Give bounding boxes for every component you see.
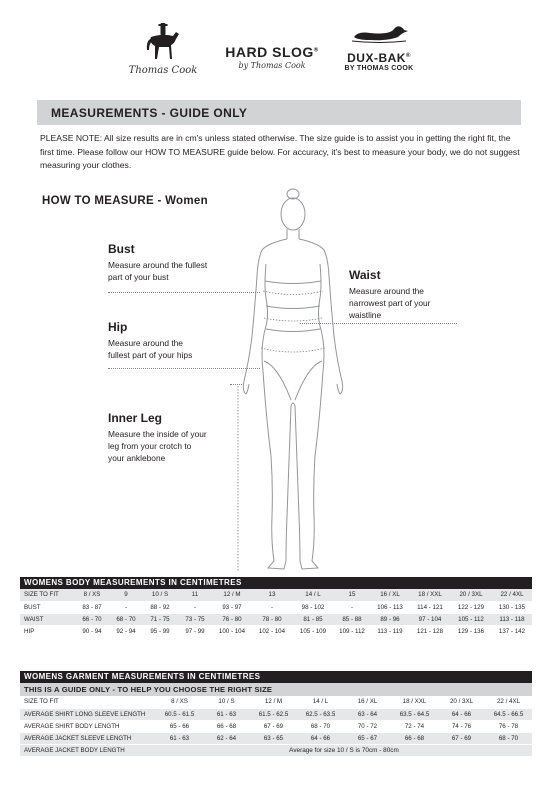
hip-heading: Hip [108,320,128,334]
column-header: 14 / L [297,696,344,708]
waist-description-line3: waistline [349,310,382,320]
table-row [20,625,532,637]
hard-slog-logo [222,44,322,70]
waist-description-line1: Measure around the [349,286,424,296]
table-cell: 68 - 70 [110,613,142,625]
table-cell: 97 - 104 [410,613,450,625]
table-cell: 60.5 - 61.5 [156,708,203,720]
column-header: 22 / 4XL [485,696,532,708]
table-cell: 106 - 113 [370,601,410,613]
column-header: 16 / XL [370,589,410,601]
inner-leg-description-line2: leg from your crotch to [108,441,192,451]
table-cell: 72 - 74 [391,720,438,732]
row-label-cell: AVERAGE JACKET BODY LENGTH [20,744,156,756]
please-note-paragraph: PLEASE NOTE: All size results are in cm's unless stated otherwise. The size guide is to assist you in getting the right fit, the first time. Please follow our HOW TO MEASURE guide below. For accuracy, it's best to measure your body, we do not suggest measuring your clothes. [40,133,520,170]
table-cell: - [178,601,212,613]
waist-description-line2: narrowest part of your [349,298,431,308]
hip-label [108,320,218,361]
table-cell: 97 - 99 [178,625,212,637]
table-cell: 109 - 112 [334,625,370,637]
table-cell: - [334,601,370,613]
table-cell: 61 - 63 [156,732,203,744]
column-header: 15 [334,589,370,601]
row-label-cell: AVERAGE JACKET SLEEVE LENGTH [20,732,156,744]
column-header: 22 / 4XL [492,589,532,601]
table-cell: 64 - 66 [438,708,485,720]
table-row [20,708,532,720]
table-cell: 70 - 72 [344,720,391,732]
table-row [20,720,532,732]
table-cell: 71 - 75 [142,613,178,625]
table-cell: 81 - 85 [292,613,334,625]
table-cell: 66 - 68 [391,732,438,744]
table-cell: - [110,601,142,613]
inner-leg-label [108,411,233,464]
how-to-measure-heading: HOW TO MEASURE - Women [42,195,208,207]
column-header: 12 / M [212,589,252,601]
table-cell: 66 - 68 [203,720,250,732]
jacket-body-length-note: Average for size 10 / S is 70cm - 80cm [156,744,532,756]
waist-heading: Waist [349,268,381,282]
table-cell: 92 - 94 [110,625,142,637]
title-bar [37,100,521,125]
column-header: SIZE TO FIT [20,589,74,601]
column-header: 10 / S [203,696,250,708]
column-header: 14 / L [292,589,334,601]
table-cell: 95 - 99 [142,625,178,637]
registered-mark: ® [405,53,411,59]
table-cell: 98 - 102 [292,601,334,613]
waist-label [349,268,459,321]
dux-bak-wordmark: DUX-BAK [347,51,406,65]
table-cell: 122 - 129 [450,601,492,613]
table-cell: 83 - 87 [74,601,110,613]
dux-bak-logo [338,24,420,72]
table-cell: 113 - 118 [492,613,532,625]
inner-leg-description-line1: Measure the inside of your [108,429,207,439]
table-row [20,744,532,756]
table-cell: 76 - 80 [212,613,252,625]
table-header-row [20,696,532,708]
table-cell: 62.5 - 63.5 [297,708,344,720]
table-cell: 64 - 66 [297,732,344,744]
table-cell: 62 - 64 [203,732,250,744]
table-cell: 88 - 92 [142,601,178,613]
inner-leg-heading: Inner Leg [108,411,163,425]
bust-heading: Bust [108,242,135,256]
column-header: 18 / XXL [410,589,450,601]
waist-guide-line [300,323,457,324]
row-label-cell: WAIST [20,613,74,625]
column-header: 13 [252,589,292,601]
column-header: 20 / 3XL [450,589,492,601]
table-cell: - [252,601,292,613]
table-cell: 130 - 135 [492,601,532,613]
row-label-cell: AVERAGE SHIRT BODY LENGTH [20,720,156,732]
table-cell: 105 - 109 [292,625,334,637]
table-row [20,613,532,625]
bust-guide-line [108,292,260,293]
row-label-cell: BUST [20,601,74,613]
bust-label [108,242,228,283]
garment-table-body [20,696,532,756]
duck-icon [348,24,410,44]
hard-slog-wordmark: HARD SLOG [225,44,314,60]
garment-table-title: WOMENS GARMENT MEASUREMENTS IN CENTIMETRES [20,671,532,683]
table-cell: 114 - 121 [410,601,450,613]
table-cell: 64.5 - 66.5 [485,708,532,720]
table-cell: 90 - 94 [74,625,110,637]
table-cell: 78 - 80 [252,613,292,625]
table-cell: 63 - 64 [344,708,391,720]
table-cell: 61 - 63 [203,708,250,720]
table-cell: 113 - 119 [370,625,410,637]
body-measurements-table [20,577,532,638]
table-cell: 63.5 - 64.5 [391,708,438,720]
column-header: 8 / XS [156,696,203,708]
garment-measurements-table [20,671,532,757]
inner-leg-guide-line [230,384,242,385]
column-header: 10 / S [142,589,178,601]
hard-slog-tagline: by Thomas Cook [238,61,306,70]
inner-leg-description-line3: your anklebone [108,453,166,463]
table-cell: 76 - 78 [485,720,532,732]
table-header-row [20,589,532,601]
table-cell: 137 - 142 [492,625,532,637]
table-cell: 65 - 66 [156,720,203,732]
thomas-cook-logo [118,20,208,76]
bust-description-line2: part of your bust [108,272,169,282]
table-cell: 93 - 97 [212,601,252,613]
column-header: SIZE TO FIT [20,696,156,708]
table-cell: 129 - 136 [450,625,492,637]
garment-table-subtitle: THIS IS A GUIDE ONLY - TO HELP YOU CHOOSE THE RIGHT SIZE [20,683,532,696]
table-cell: 73 - 75 [178,613,212,625]
table-cell: 68 - 70 [297,720,344,732]
column-header: 16 / XL [344,696,391,708]
column-header: 8 / XS [74,589,110,601]
row-label-cell: HIP [20,625,74,637]
hip-guide-line [108,368,260,369]
row-label-cell: AVERAGE SHIRT LONG SLEEVE LENGTH [20,708,156,720]
body-table-title: WOMENS BODY MEASUREMENTS IN CENTIMETRES [20,577,532,589]
brand-logos [0,18,560,80]
table-cell: 102 - 104 [252,625,292,637]
column-header: 12 / M [250,696,297,708]
column-header: 9 [110,589,142,601]
thomas-cook-wordmark: Thomas Cook [128,65,198,76]
column-header: 18 / XXL [391,696,438,708]
table-cell: 74 - 76 [438,720,485,732]
table-cell: 67 - 69 [250,720,297,732]
table-cell: 65 - 67 [344,732,391,744]
registered-mark: ® [313,47,319,54]
table-cell: 68 - 70 [485,732,532,744]
hip-description-line2: fullest part of your hips [108,350,193,360]
bust-description-line1: Measure around the fullest [108,260,208,270]
page-title: MEASUREMENTS - GUIDE ONLY [51,106,248,120]
table-cell: 67 - 69 [438,732,485,744]
table-cell: 61.5 - 62.5 [250,708,297,720]
table-cell: 63 - 65 [250,732,297,744]
column-header: 20 / 3XL [438,696,485,708]
table-row [20,732,532,744]
table-cell: 89 - 96 [370,613,410,625]
woman-figure-illustration [228,186,358,578]
column-header: 11 [178,589,212,601]
table-cell: 100 - 104 [212,625,252,637]
table-row [20,601,532,613]
body-table-body [20,589,532,637]
table-cell: 85 - 88 [334,613,370,625]
table-cell: 121 - 128 [410,625,450,637]
table-cell: 105 - 112 [450,613,492,625]
dux-bak-tagline: BY THOMAS COOK [344,65,414,72]
hip-description-line1: Measure around the [108,338,183,348]
horse-rider-icon [143,20,183,62]
table-cell: 66 - 70 [74,613,110,625]
